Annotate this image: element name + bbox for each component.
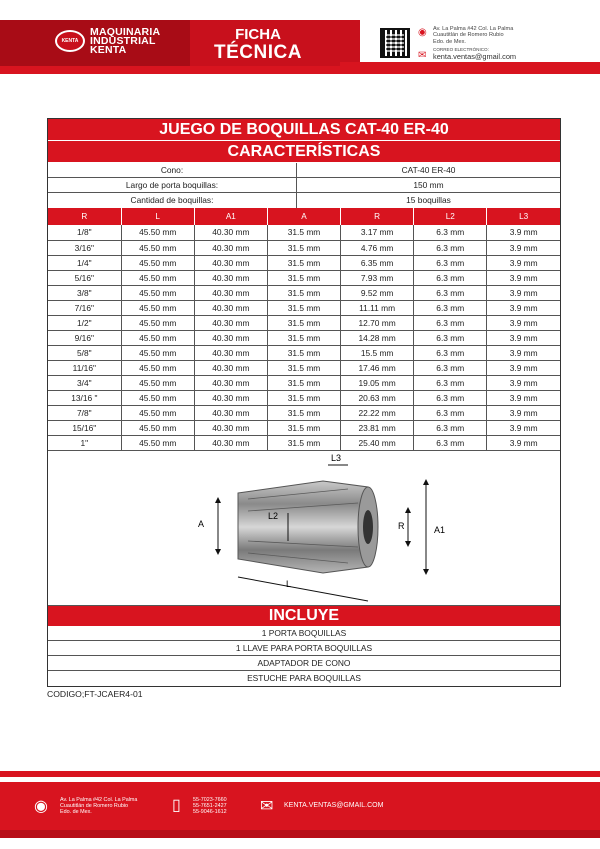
table-cell: 31.5 mm bbox=[267, 420, 340, 435]
table-cell: 9.52 mm bbox=[341, 285, 414, 300]
document-code: CODIGO;FT-JCAER4-01 bbox=[47, 689, 143, 699]
table-cell: 6.35 mm bbox=[341, 255, 414, 270]
table-cell: 31.5 mm bbox=[267, 435, 340, 450]
table-cell: 3.9 mm bbox=[487, 255, 560, 270]
table-cell: 3.9 mm bbox=[487, 345, 560, 360]
table-cell: 3.9 mm bbox=[487, 435, 560, 450]
location-pin-icon: ◉ bbox=[34, 798, 48, 815]
table-row bbox=[48, 270, 560, 285]
table-cell: 25.40 mm bbox=[341, 435, 414, 450]
table-cell: 3.9 mm bbox=[487, 405, 560, 420]
collet-drawing bbox=[48, 451, 560, 606]
table-cell: 7/8" bbox=[48, 405, 121, 420]
table-cell: 40.30 mm bbox=[194, 420, 267, 435]
table-cell: 31.5 mm bbox=[267, 270, 340, 285]
table-cell: 14.28 mm bbox=[341, 330, 414, 345]
table-cell: 40.30 mm bbox=[194, 255, 267, 270]
table-cell: 3.9 mm bbox=[487, 330, 560, 345]
spec-label: Largo de porta boquillas: bbox=[48, 178, 297, 192]
table-cell: 6.3 mm bbox=[414, 270, 487, 285]
location-pin-icon: ◉ bbox=[418, 27, 427, 38]
table-cell: 45.50 mm bbox=[121, 420, 194, 435]
document-title: FICHA TÉCNICA bbox=[214, 26, 302, 63]
column-header: L2 bbox=[414, 208, 487, 225]
table-cell: 45.50 mm bbox=[121, 435, 194, 450]
table-cell: 45.50 mm bbox=[121, 390, 194, 405]
table-cell: 40.30 mm bbox=[194, 300, 267, 315]
table-cell: 19.05 mm bbox=[341, 375, 414, 390]
table-cell: 3/8" bbox=[48, 285, 121, 300]
table-cell: 3.9 mm bbox=[487, 225, 560, 240]
column-header: A1 bbox=[194, 208, 267, 225]
table-cell: 40.30 mm bbox=[194, 315, 267, 330]
column-header: L bbox=[121, 208, 194, 225]
table-row bbox=[48, 345, 560, 360]
table-cell: 3.9 mm bbox=[487, 360, 560, 375]
table-header-row bbox=[48, 208, 560, 225]
section-title-includes: INCLUYE bbox=[48, 606, 560, 626]
table-cell: 17.46 mm bbox=[341, 360, 414, 375]
table-cell: 3.9 mm bbox=[487, 285, 560, 300]
table-cell: 3.9 mm bbox=[487, 420, 560, 435]
spec-label: Cantidad de boquillas: bbox=[48, 193, 297, 208]
table-cell: 1" bbox=[48, 435, 121, 450]
table-cell: 45.50 mm bbox=[121, 240, 194, 255]
table-cell: 45.50 mm bbox=[121, 300, 194, 315]
table-cell: 45.50 mm bbox=[121, 405, 194, 420]
table-cell: 20.63 mm bbox=[341, 390, 414, 405]
table-cell: 6.3 mm bbox=[414, 240, 487, 255]
spec-value: 150 mm bbox=[413, 180, 444, 190]
table-cell: 40.30 mm bbox=[194, 330, 267, 345]
table-cell: 45.50 mm bbox=[121, 270, 194, 285]
table-cell: 45.50 mm bbox=[121, 255, 194, 270]
table-row bbox=[48, 435, 560, 450]
footer-phones: 55-7023-7660 55-7651-2427 55-9046-1612 bbox=[193, 797, 227, 816]
table-cell: 40.30 mm bbox=[194, 405, 267, 420]
table-row bbox=[48, 225, 560, 240]
column-header: R bbox=[48, 208, 121, 225]
table-cell: 6.3 mm bbox=[414, 435, 487, 450]
collet-diagram bbox=[48, 451, 560, 606]
table-cell: 3/16" bbox=[48, 240, 121, 255]
table-cell: 6.3 mm bbox=[414, 315, 487, 330]
company-logo-seal: KENTA bbox=[55, 30, 85, 52]
table-cell: 45.50 mm bbox=[121, 375, 194, 390]
footer-email: KENTA.VENTAS@GMAIL.COM bbox=[284, 802, 384, 809]
footer-address: Av. La Palma #42 Col. La Palma Cuautitlán de Romero Rubio Edo. de Mex. bbox=[60, 797, 138, 816]
qr-code-icon bbox=[380, 28, 410, 58]
table-row bbox=[48, 420, 560, 435]
table-row bbox=[48, 240, 560, 255]
table-cell: 40.30 mm bbox=[194, 345, 267, 360]
table-cell: 4.76 mm bbox=[341, 240, 414, 255]
header-accent-stripe bbox=[0, 66, 600, 74]
footer-stripe bbox=[0, 771, 600, 777]
spec-row bbox=[48, 163, 560, 178]
table-cell: 40.30 mm bbox=[194, 375, 267, 390]
table-cell: 40.30 mm bbox=[194, 240, 267, 255]
table-cell: 31.5 mm bbox=[267, 345, 340, 360]
phone-icon: ▯ bbox=[172, 797, 181, 814]
table-cell: 5/8" bbox=[48, 345, 121, 360]
table-cell: 3.9 mm bbox=[487, 390, 560, 405]
table-cell: 15.5 mm bbox=[341, 345, 414, 360]
table-cell: 45.50 mm bbox=[121, 345, 194, 360]
table-cell: 40.30 mm bbox=[194, 360, 267, 375]
table-cell: 31.5 mm bbox=[267, 225, 340, 240]
envelope-icon: ✉ bbox=[260, 798, 274, 815]
header-accent-stripe-right bbox=[340, 62, 600, 66]
spec-row bbox=[48, 178, 560, 193]
table-cell: 31.5 mm bbox=[267, 255, 340, 270]
email-icon: ✉ bbox=[418, 50, 427, 61]
table-cell: 6.3 mm bbox=[414, 405, 487, 420]
header-email: kenta.ventas@gmail.com bbox=[433, 52, 517, 61]
table-cell: 23.81 mm bbox=[341, 420, 414, 435]
spec-label: Cono: bbox=[48, 163, 297, 177]
footer-band-bottom bbox=[0, 830, 600, 838]
collet-body bbox=[238, 481, 368, 573]
spec-value: 15 boquillas bbox=[406, 195, 451, 205]
table-cell: 3/4" bbox=[48, 375, 121, 390]
table-cell: 45.50 mm bbox=[121, 225, 194, 240]
table-cell: 6.3 mm bbox=[414, 375, 487, 390]
table-cell: 31.5 mm bbox=[267, 330, 340, 345]
table-row bbox=[48, 330, 560, 345]
table-cell: 40.30 mm bbox=[194, 390, 267, 405]
table-cell: 1/2" bbox=[48, 315, 121, 330]
dimension-label-l3: L3 bbox=[331, 452, 342, 463]
table-row bbox=[48, 315, 560, 330]
spec-value: CAT-40 ER-40 bbox=[401, 165, 456, 175]
included-item: 1 LLAVE PARA PORTA BOQUILLAS bbox=[48, 641, 560, 656]
table-cell: 9/16" bbox=[48, 330, 121, 345]
table-row bbox=[48, 360, 560, 375]
table-cell: 31.5 mm bbox=[267, 360, 340, 375]
table-cell: 3.9 mm bbox=[487, 315, 560, 330]
table-cell: 3.9 mm bbox=[487, 240, 560, 255]
table-cell: 6.3 mm bbox=[414, 345, 487, 360]
table-cell: 6.3 mm bbox=[414, 330, 487, 345]
spec-row bbox=[48, 193, 560, 208]
table-cell: 6.3 mm bbox=[414, 420, 487, 435]
table-cell: 3.9 mm bbox=[487, 300, 560, 315]
table-cell: 13/16 " bbox=[48, 390, 121, 405]
table-row bbox=[48, 255, 560, 270]
table-cell: 3.9 mm bbox=[487, 375, 560, 390]
table-cell: 45.50 mm bbox=[121, 360, 194, 375]
email-label: CORREO ELECTRÓNICO: bbox=[433, 47, 489, 52]
table-cell: 31.5 mm bbox=[267, 375, 340, 390]
table-cell: 12.70 mm bbox=[341, 315, 414, 330]
table-cell: 1/4" bbox=[48, 255, 121, 270]
column-header: L3 bbox=[487, 208, 560, 225]
dimension-label-l2: L2 bbox=[268, 510, 279, 521]
table-cell: 6.3 mm bbox=[414, 255, 487, 270]
table-cell: 40.30 mm bbox=[194, 270, 267, 285]
table-cell: 6.3 mm bbox=[414, 300, 487, 315]
collet-table bbox=[48, 208, 560, 451]
table-cell: 45.50 mm bbox=[121, 285, 194, 300]
product-title: JUEGO DE BOQUILLAS CAT-40 ER-40 bbox=[48, 119, 560, 141]
column-header: R bbox=[341, 208, 414, 225]
table-row bbox=[48, 405, 560, 420]
table-cell: 40.30 mm bbox=[194, 435, 267, 450]
dimension-label-l: L bbox=[286, 578, 292, 589]
table-cell: 31.5 mm bbox=[267, 405, 340, 420]
table-cell: 6.3 mm bbox=[414, 285, 487, 300]
table-cell: 15/16" bbox=[48, 420, 121, 435]
table-cell: 40.30 mm bbox=[194, 285, 267, 300]
table-cell: 6.3 mm bbox=[414, 360, 487, 375]
section-title-characteristics: CARACTERÍSTICAS bbox=[48, 141, 560, 163]
table-row bbox=[48, 285, 560, 300]
table-cell: 7/16" bbox=[48, 300, 121, 315]
table-row bbox=[48, 375, 560, 390]
table-row bbox=[48, 390, 560, 405]
collet-bore bbox=[363, 510, 373, 544]
table-cell: 11.11 mm bbox=[341, 300, 414, 315]
spec-sheet bbox=[47, 118, 561, 687]
table-cell: 11/16" bbox=[48, 360, 121, 375]
table-cell: 3.9 mm bbox=[487, 270, 560, 285]
table-cell: 5/16" bbox=[48, 270, 121, 285]
table-cell: 31.5 mm bbox=[267, 300, 340, 315]
table-cell: 31.5 mm bbox=[267, 285, 340, 300]
included-item: ADAPTADOR DE CONO bbox=[48, 656, 560, 671]
header-address: Av. La Palma #42 Col. La Palma Cuautitlán de Romero Rubio Edo. de Mex. bbox=[433, 26, 514, 45]
dimension-label-r: R bbox=[398, 520, 405, 531]
table-cell: 45.50 mm bbox=[121, 330, 194, 345]
included-item: ESTUCHE PARA BOQUILLAS bbox=[247, 672, 361, 683]
table-cell: 40.30 mm bbox=[194, 225, 267, 240]
table-cell: 22.22 mm bbox=[341, 405, 414, 420]
company-name: MAQUINARIA INDUSTRIAL KENTA bbox=[90, 26, 161, 56]
dimension-label-a1: A1 bbox=[434, 524, 446, 535]
table-row bbox=[48, 300, 560, 315]
column-header: A bbox=[267, 208, 340, 225]
table-cell: 6.3 mm bbox=[414, 390, 487, 405]
table-cell: 31.5 mm bbox=[267, 315, 340, 330]
table-cell: 3.17 mm bbox=[341, 225, 414, 240]
table-cell: 7.93 mm bbox=[341, 270, 414, 285]
dimension-label-a: A bbox=[198, 518, 205, 529]
table-cell: 6.3 mm bbox=[414, 225, 487, 240]
table-cell: 31.5 mm bbox=[267, 390, 340, 405]
table-cell: 45.50 mm bbox=[121, 315, 194, 330]
table-cell: 1/8" bbox=[48, 225, 121, 240]
table-cell: 31.5 mm bbox=[267, 240, 340, 255]
included-item: 1 PORTA BOQUILLAS bbox=[48, 626, 560, 641]
